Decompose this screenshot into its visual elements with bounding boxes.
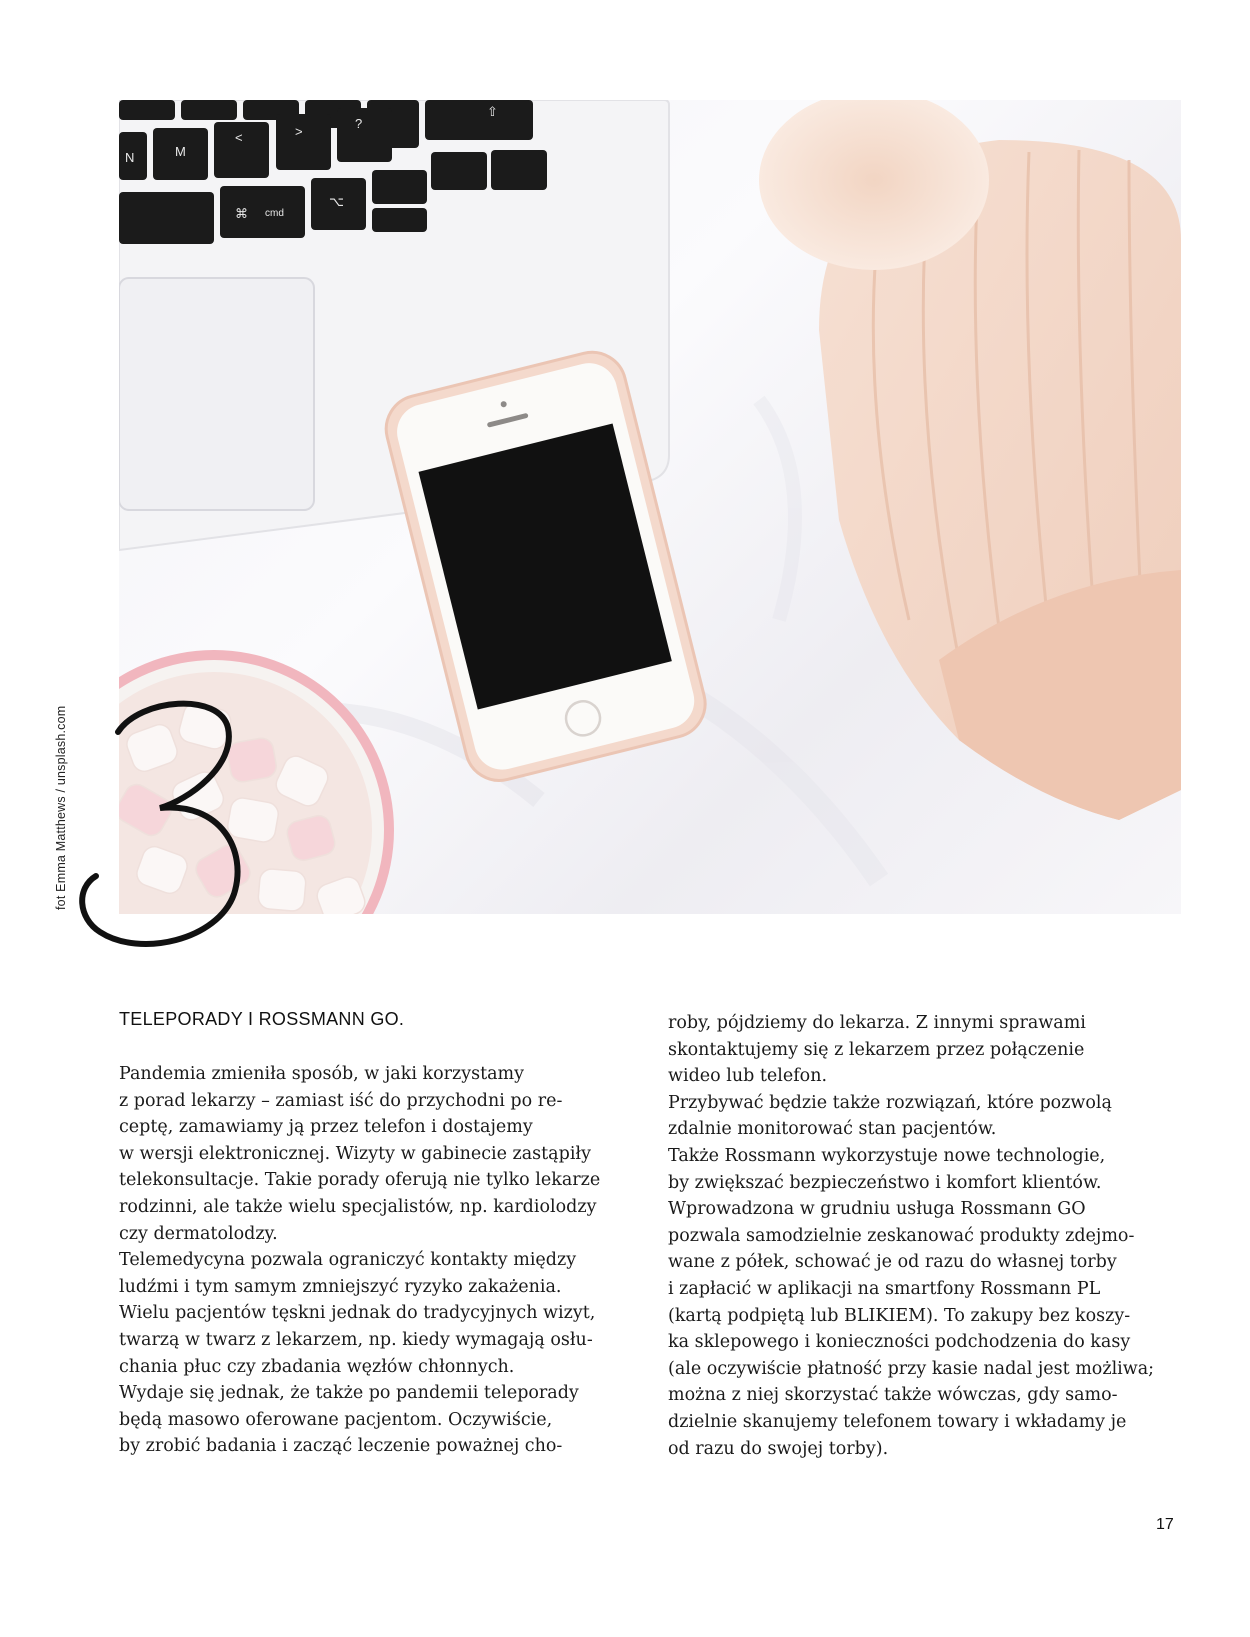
article-photo <box>119 100 1181 914</box>
text-line: by zwiększać bezpieczeństwo i komfort klientów. <box>668 1172 1102 1193</box>
text-line: ceptę, zamawiamy ją przez telefon i dostajemy <box>119 1117 533 1138</box>
text-line: ludźmi i tym samym zmniejszyć ryzyko zakażenia. <box>119 1276 562 1297</box>
text-line: ka sklepowego i konieczności podchodzenia do kasy <box>668 1332 1131 1353</box>
text-line: (ale oczywiście płatność przy kasie nadal jest możliwa; <box>668 1358 1155 1379</box>
key-label-less: < <box>235 130 243 145</box>
article-column-1 <box>119 1061 639 1460</box>
key-label-question: ? <box>355 116 363 131</box>
key-label-option: ⌥ <box>329 194 344 209</box>
text-line: chania płuc czy zbadania węzłów chłonnych. <box>119 1356 515 1377</box>
key-label-greater: > <box>295 124 303 139</box>
text-line: Wprowadzona w grudniu usługa Rossmann GO <box>668 1199 1086 1220</box>
beanie <box>759 100 1181 820</box>
text-line: skontaktujemy się z lekarzem przez połączenie <box>668 1039 1085 1060</box>
key-label-n: N <box>125 150 135 165</box>
text-line: od razu do swojej torby). <box>668 1438 889 1459</box>
text-line: twarzą w twarz z lekarzem, np. kiedy wymagają osłu- <box>119 1329 593 1350</box>
text-line: Wielu pacjentów tęskni jednak do tradycyjnych wizyt, <box>119 1303 596 1324</box>
article-heading: TELEPORADY I ROSSMANN GO. <box>119 1009 405 1029</box>
text-line: telekonsultacje. Takie porady oferują nie tylko lekarze <box>119 1170 601 1191</box>
text-line: wideo lub telefon. <box>668 1066 828 1087</box>
photo-illustration <box>119 100 1181 914</box>
text-line: (kartą podpiętą lub BLIKIEM). To zakupy bez koszy- <box>668 1305 1131 1326</box>
article-column-2 <box>668 1010 1188 1462</box>
text-line: z porad lekarzy – zamiast iść do przychodni po re- <box>119 1090 563 1111</box>
key-label-shift: ⇧ <box>487 104 498 119</box>
text-line: roby, pójdziemy do lekarza. Z innymi sprawami <box>668 1013 1086 1033</box>
page-number: 17 <box>1156 1516 1174 1533</box>
text-line: zdalnie monitorować stan pacjentów. <box>668 1119 997 1140</box>
text-line: Telemedycyna pozwala ograniczyć kontakty między <box>119 1250 577 1271</box>
text-line: pozwala samodzielnie zeskanować produkty zdejmo- <box>668 1225 1135 1246</box>
text-line: Także Rossmann wykorzystuje nowe technologie, <box>668 1145 1106 1166</box>
section-number: 3 <box>70 690 71 691</box>
text-line: by zrobić badania i zacząć leczenie poważnej cho- <box>119 1436 563 1457</box>
text-line: czy dermatolodzy. <box>119 1223 278 1244</box>
section-number-script <box>70 690 250 960</box>
text-line: w wersji elektronicznej. Wizyty w gabinecie zastąpiły <box>119 1143 591 1164</box>
key-label-cmd: cmd <box>265 208 284 219</box>
key-label-command-symbol: ⌘ <box>235 206 248 221</box>
key-label-m: M <box>175 144 186 159</box>
text-line: dzielnie skanujemy telefonem towary i wkładamy je <box>668 1411 1127 1432</box>
text-line: będą masowo oferowane pacjentom. Oczywiście, <box>119 1409 553 1430</box>
text-line: i zapłacić w aplikacji na smartfony Rossmann PL <box>668 1278 1101 1299</box>
text-line: Przybywać będzie także rozwiązań, które pozwolą <box>668 1092 1112 1113</box>
text-line: można z niej skorzystać także wówczas, gdy samo- <box>668 1385 1118 1406</box>
photo-credit: fot Emma Matthews / unsplash.com <box>54 705 68 910</box>
text-line: rodzinni, ale także wielu specjalistów, np. kardiolodzy <box>119 1196 597 1217</box>
trackpad <box>119 278 314 510</box>
text-line: Pandemia zmieniła sposób, w jaki korzystamy <box>119 1064 525 1084</box>
text-line: Wydaje się jednak, że także po pandemii teleporady <box>119 1383 579 1404</box>
text-line: wane z półek, schować je od razu do własnej torby <box>668 1252 1117 1273</box>
